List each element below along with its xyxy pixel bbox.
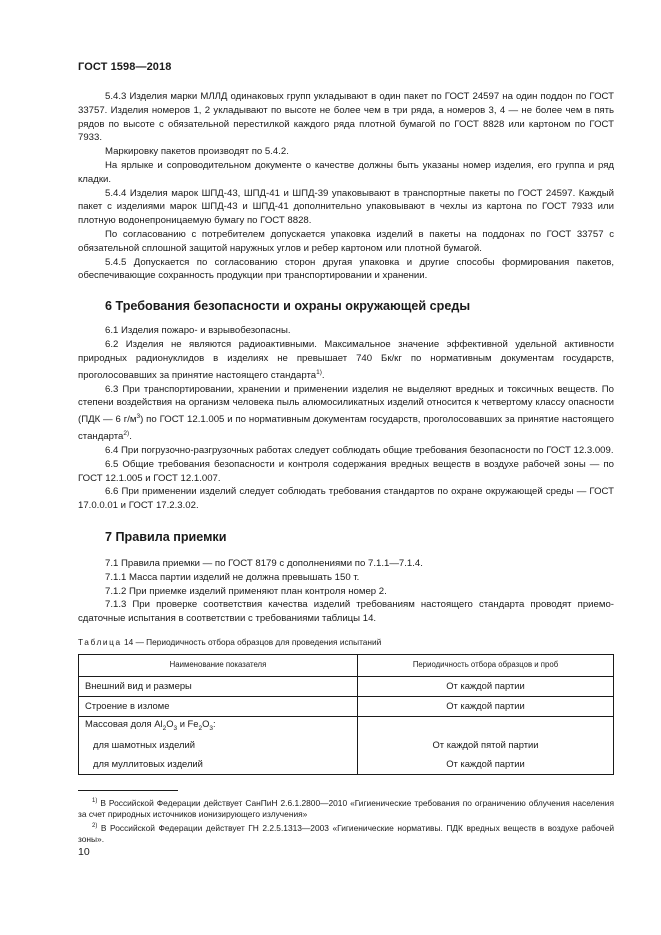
footnote-2 xyxy=(78,821,614,846)
para-6-2: 6.2 Изделия не являются радиоактивными. Максимальное значение эффективной удельной активности природных радионуклидов в изделиях не превышает 740 Бк/кг по нормативным документам государств, проголосовавших за принятие настоящего стандарта$^{1)}$. xyxy=(78,338,614,381)
para-6-5: 6.5 Общие требования безопасности и контроля содержания вредных веществ в воздухе рабочей зоны — по ГОСТ 12.1.005 и ГОСТ 12.1.007. xyxy=(78,458,614,484)
para-7-1-3: 7.1.3 При проверке соответствия качества изделий требованиям настоящего стандарта проводят приемо-сдаточные испытания в соответствии с требованиями таблицы 14. xyxy=(78,599,614,625)
table-cell-sub-period: От каждой партии xyxy=(358,755,614,775)
table-cell-period: От каждой партии xyxy=(358,676,614,696)
table-cell-name: Внешний вид и размеры xyxy=(79,676,358,696)
para-6-3-text-a: 6.3 При транспортировании, хранении и применении изделия не выделяют вредных и токсичных веществ. По степени воздействия на организм человека пыль алюмосиликатных изделий относится к четвертому классу опасности (ПДК — 6 г/м xyxy=(78,383,614,426)
table-header-indicator: Наименование показателя xyxy=(79,654,358,676)
para-5-4-5: 5.4.5 Допускается по согласованию сторон другая упаковка и другие способы формирования пакетов, обеспечивающие сохранность продукции при транспортировании и хранении. xyxy=(78,256,614,282)
table-header-row xyxy=(79,654,614,676)
footnote-2-text: В Российской Федерации действует ГН 2.2.5.1313—2003 «Гигиенические нормативы. ПДК вредных веществ в воздухе рабочей зоны». xyxy=(78,822,614,845)
page-number: 10 xyxy=(78,846,90,858)
table-row-group-heading xyxy=(79,716,614,736)
para-marking: Маркировку пакетов производят по 5.4.2. xyxy=(105,146,289,158)
table-row xyxy=(79,676,614,696)
table-14 xyxy=(78,654,614,775)
table-caption-word: Таблица xyxy=(78,637,122,648)
para-6-4: 6.4 При погрузочно-разгрузочных работах следует соблюдать общие требования безопасности по ГОСТ 12.3.009. xyxy=(105,445,614,457)
para-6-3-text-b: ) по ГОСТ 12.1.005 и по нормативным документам государств, проголосовавших за принятие настоящего стандарта xyxy=(78,414,614,443)
section-6-title: 6 Требования безопасности и охраны окружающей среды xyxy=(105,299,471,314)
table-cell-sub-period: От каждой пятой партии xyxy=(358,736,614,755)
table-caption-text: 14 — Периодичность отбора образцов для проведения испытаний xyxy=(121,637,382,648)
para-7-1-1: 7.1.1 Масса партии изделий не должна превышать 150 т. xyxy=(105,571,360,583)
footnote-separator xyxy=(78,790,178,791)
footnote-2-marker: 2) xyxy=(92,823,98,829)
para-6-1: 6.1 Изделия пожаро- и взрывобезопасны. xyxy=(105,325,291,337)
document-body xyxy=(78,90,614,775)
table-cell-sub-name: для муллитовых изделий xyxy=(79,755,358,775)
footnote-ref-1: 1) xyxy=(316,368,322,376)
para-5-4-3: 5.4.3 Изделия марки МЛЛД одинаковых групп укладывают в один пакет по ГОСТ 24597 на один поддон по ГОСТ 33757. Изделия номеров 1, 2 укладывают по высоте не более чем в три ряда, а номеров 3, 4 — не более чем в пять рядов по высоте с обязательной перестилкой каждого ряда плотной бумагой по ГОСТ 8828 или картоном по ГОСТ 7933. xyxy=(78,91,614,144)
para-7-1-2: 7.1.2 При приемке изделий применяют план контроля номер 2. xyxy=(105,585,387,597)
footnote-1 xyxy=(78,796,614,821)
para-agreement: По согласованию с потребителем допускается упаковка изделий в пакеты на поддонах по ГОСТ 33757 с обязательной сплошной защитой наружных углов и ребер картоном или плотной бумагой. xyxy=(78,228,614,254)
table-row-sub xyxy=(79,755,614,775)
table-row-sub xyxy=(79,736,614,755)
cubic-sup: 3 xyxy=(136,413,141,421)
para-6-2-text: 6.2 Изделия не являются радиоактивными. Максимальное значение эффективной удельной активности природных радионуклидов в изделиях не превышает 740 Бк/кг по нормативным документам государств, проголосовавших за принятие настоящего стандарта xyxy=(78,338,614,381)
footnote-1-marker: 1) xyxy=(92,798,98,804)
section-7-title: 7 Правила приемки xyxy=(105,530,227,545)
para-7-1: 7.1 Правила приемки — по ГОСТ 8179 с дополнениями по 7.1.1—7.1.4. xyxy=(105,558,423,570)
table-cell-sub-name: для шамотных изделий xyxy=(79,736,358,755)
page-header: ГОСТ 1598—2018 xyxy=(78,61,172,73)
para-label: На ярлыке и сопроводительном документе о качестве должны быть указаны номер изделия, его группа и ряд кладки. xyxy=(78,159,614,185)
para-6-6: 6.6 При применении изделий следует соблюдать требования стандартов по охране окружающей среды — ГОСТ 17.0.0.01 и ГОСТ 17.2.3.02. xyxy=(78,486,614,512)
table-cell-group-name: Массовая доля $Al_2O_3$ и $Fe_2O_3$: xyxy=(79,716,358,736)
table-row xyxy=(79,696,614,716)
table-cell-period-empty xyxy=(358,716,614,736)
para-6-3-end: . xyxy=(129,431,132,443)
para-5-4-4: 5.4.4 Изделия марок ШПД-43, ШПД-41 и ШПД-39 упаковывают в транспортные пакеты по ГОСТ 24597. Каждый пакет с изделиями марок ШПД-43 и ШПД-41 дополнительно упаковывают в чехлы из картона по ГОСТ 7933 или плотную водонепроницаемую бумагу по ГОСТ 8828. xyxy=(78,187,614,227)
footnote-1-text: В Российской Федерации действует СанПиН 2.6.1.2800—2010 «Гигиенические требования по ограничению облучения населения за счет природных источников ионизирующего излучения» xyxy=(78,797,614,820)
footnote-ref-2: 2) xyxy=(123,430,130,438)
table-header-periodicity: Периодичность отбора образцов и проб xyxy=(358,654,614,676)
para-6-3 xyxy=(78,383,614,445)
table-cell-period: От каждой партии xyxy=(358,696,614,716)
table-caption xyxy=(78,636,614,650)
table-cell-name: Строение в изломе xyxy=(79,696,358,716)
